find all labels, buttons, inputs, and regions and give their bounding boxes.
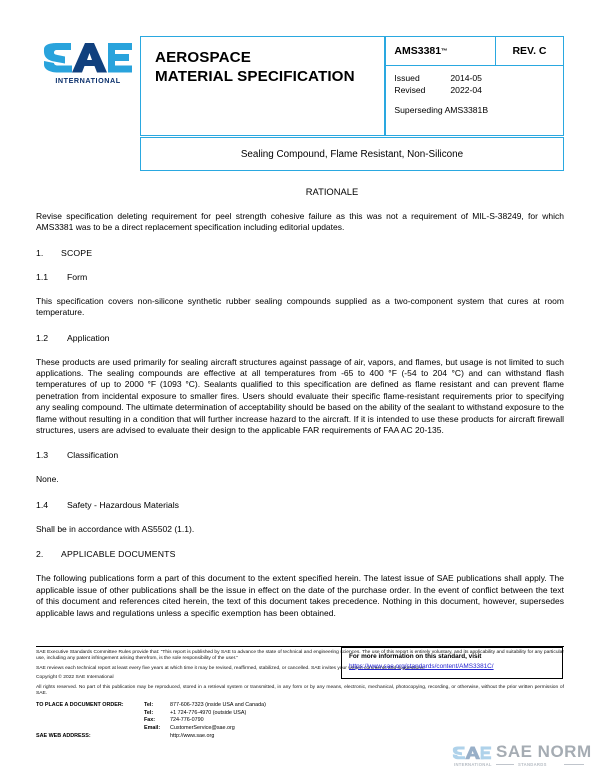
issued-value: 2014-05: [450, 73, 482, 83]
watermark-sae-logo-icon: [452, 742, 492, 764]
section-label: Safety - Hazardous Materials: [67, 499, 180, 510]
more-information-box: [341, 647, 563, 679]
document-number: AMS3381: [394, 45, 442, 57]
section-label: Classification: [67, 450, 119, 461]
section-label: Form: [67, 271, 88, 282]
section-label: Application: [67, 332, 110, 343]
document-header: [36, 36, 564, 136]
rationale-paragraph: Revise specification deleting requirement for peel strength cohesive failure as this was not a requirement of MIL-S-38249, for which AMS3381 was to be a direct replacement specification including editorial updates.: [36, 211, 564, 233]
order-spacer: [36, 717, 144, 725]
sae-logo: [36, 36, 140, 136]
document-number-cell: [384, 36, 496, 66]
section-label: APPLICABLE DOCUMENTS: [61, 549, 176, 560]
web-address-label: SAE WEB ADDRESS:: [36, 733, 91, 740]
watermark-text: SAE NORM: [496, 742, 592, 761]
issued-label: Issued: [394, 73, 420, 83]
watermark-rule-left: [496, 764, 514, 765]
section-heading-safety: [36, 500, 564, 510]
footer-review-text: SAE reviews each technical report at least every five years at which time it may be revised, reaffirmed, stabilized, or cancelled. SAE invites your written comments and suggestions.: [36, 665, 425, 671]
web-spacer: [144, 733, 170, 741]
footer-rights-text: All rights reserved. No part of this publication may be reproduced, stored in a retrieval system or transmitted, in any form or by any means, electronic, mechanical, photocopying, recording, or otherwise, without the prior written permission of SAE.: [36, 684, 564, 696]
web-address-row: [36, 733, 336, 741]
contact-value: 877-606-7323 (inside USA and Canada): [170, 702, 266, 709]
document-meta-top-row: [384, 36, 564, 66]
trademark-symbol: ™: [441, 47, 448, 55]
section-number: 1.1: [36, 271, 49, 282]
document-revision-cell: REV. C: [496, 36, 564, 66]
section-number: 2.: [36, 549, 44, 560]
order-spacer: [36, 710, 144, 718]
section-1-4-paragraph: Shall be in accordance with AS5502 (1.1).: [36, 523, 195, 534]
document-title-line-2: MATERIAL SPECIFICATION: [155, 68, 355, 85]
section-1-3-paragraph: None.: [36, 474, 59, 485]
section-heading-classification: [36, 450, 564, 460]
section-1-2-paragraph: These products are used primarily for sealing aircraft structures against passage of air, vapors, and flames, but usage is not limited to such applications. The sealing compounds are effective at all temperatures from -65 to 400 °F (-54 to 204 °C) and can withstand flash temperatures of up to 2000 °F (1093 °C). Sealants qualified to this specification are defined as flame resistant and can prevent flame penetration from incidental exposure to smaller fires. Users should evaluate their specific flame-resistant requirements prior to specifying any sealing compound. The ultimate determination of acceptability should be based on the ability of the sealant to withstand exposure to the flame without resulting in a condition that will further increase hazard to the aircraft. If it is intended to use these products for aircraft firewall structures, users are advised to evaluate their design to the applicable FAR requirements of FAA AC 20-135.: [36, 356, 564, 436]
issued-row: [394, 73, 563, 85]
section-number: 1.4: [36, 499, 49, 510]
footer-rules-text: SAE Executive Standards Committee Rules provide that: “This report is published by SAE to advance the state of technical and engineering sciences. The use of this report is entirely voluntary, and its applicability and suitability for any particular use, including any patent infringement arising therefrom, is the sole responsibility of the user.”: [36, 650, 564, 662]
section-label: SCOPE: [61, 247, 93, 258]
more-information-title: For more information on this standard, visit: [349, 653, 482, 660]
contact-value: CustomerService@sae.org: [170, 724, 235, 731]
section-number: 1.2: [36, 332, 49, 343]
document-meta-column: [384, 36, 564, 136]
order-label: TO PLACE A DOCUMENT ORDER:: [36, 702, 124, 709]
watermark-subtitle-left: INTERNATIONAL: [454, 762, 492, 767]
document-subject: Sealing Compound, Flame Resistant, Non-Silicone: [240, 148, 464, 160]
document-body: [36, 186, 564, 633]
document-footer: [36, 646, 564, 741]
revised-value: 2022-04: [450, 84, 482, 95]
order-row: [36, 702, 336, 710]
document-subject-box: [140, 137, 564, 171]
web-address-value: http://www.sae.org: [170, 733, 215, 740]
order-row: [36, 710, 336, 718]
section-heading-scope: [36, 248, 564, 258]
contact-value: +1 724-776-4970 (outside USA): [170, 709, 247, 716]
standard-url-link[interactable]: https://www.sae.org/standards/content/AMS3381C/: [349, 662, 494, 670]
contact-key: Tel:: [144, 709, 154, 716]
sae-logo-icon: [42, 41, 134, 75]
revised-row: [394, 85, 563, 97]
section-heading-applicable-documents: [36, 549, 564, 559]
rationale-heading: RATIONALE: [305, 186, 359, 197]
watermark-subtitle-right: STANDARDS: [518, 762, 547, 767]
document-title-line-1: AEROSPACE: [155, 49, 251, 66]
footer-copyright: Copyright © 2022 SAE International: [36, 675, 114, 681]
contact-key: Fax:: [144, 717, 156, 724]
section-heading-form: [36, 272, 564, 282]
superseding-text: Superseding AMS3381B: [394, 105, 489, 116]
section-number: 1.: [36, 247, 44, 258]
order-row: [36, 717, 336, 725]
revised-label: Revised: [394, 84, 426, 95]
section-heading-application: [36, 333, 564, 343]
document-title-box: [140, 36, 386, 136]
sae-logo-subtitle: INTERNATIONAL: [55, 76, 121, 85]
footer-order-left: [36, 702, 336, 741]
order-spacer: [36, 725, 144, 733]
section-2-paragraph: The following publications form a part of this document to the extent specified herein. The latest issue of SAE publications shall apply. The applicable issue of other publications shall be the issue in effect on the date of the purchase order. In the event of conflict between the text of this document and references cited herein, the text of this document takes precedence. Nothing in this document, however, supersedes applicable laws and regulations unless a specific exemption has been obtained.: [36, 573, 564, 618]
section-number: 1.3: [36, 450, 49, 461]
contact-value: 724-776-0790: [170, 717, 204, 724]
contact-key: Tel:: [144, 702, 154, 709]
watermark-rule-right: [564, 764, 584, 765]
order-row: [36, 725, 336, 733]
contact-key: Email:: [144, 724, 161, 731]
section-1-1-paragraph: This specification covers non-silicone synthetic rubber sealing compounds supplied as a two-component system that cures at room temperature.: [36, 295, 564, 318]
sae-norm-watermark: [452, 740, 597, 774]
document-dates-cell: [384, 66, 564, 136]
